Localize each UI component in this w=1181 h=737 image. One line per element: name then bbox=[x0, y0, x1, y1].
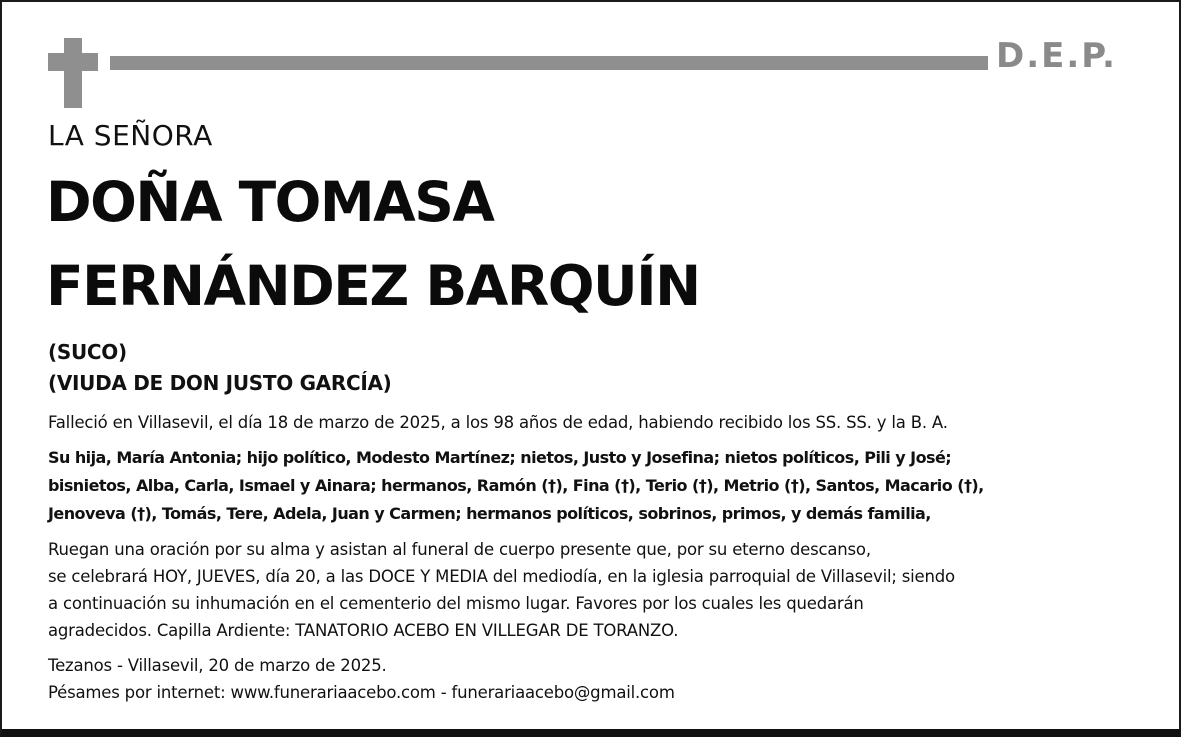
header-rule bbox=[110, 56, 988, 70]
widow-of: (VIUDA DE DON JUSTO GARCÍA) bbox=[48, 371, 392, 395]
nickname: (SUCO) bbox=[48, 340, 127, 364]
prayer-line: se celebrará HOY, JUEVES, día 20, a las DOCE Y MEDIA del mediodía, en la iglesia parroquial de Villasevil; siendo bbox=[48, 567, 955, 586]
deceased-name-line2: FERNÁNDEZ BARQUÍN bbox=[46, 254, 700, 318]
place-date: Tezanos - Villasevil, 20 de marzo de 2025. bbox=[48, 656, 387, 675]
family-line: bisnietos, Alba, Carla, Ismael y Ainara; hermanos, Ramón (†), Fina (†), Terio (†), Metrio (†), Santos, Macario (†), bbox=[48, 476, 984, 495]
condolences-contact: Pésames por internet: www.funerariaacebo.com - funerariaacebo@gmail.com bbox=[48, 683, 675, 702]
intro-title: LA SEÑORA bbox=[48, 119, 213, 152]
death-notice: Falleció en Villasevil, el día 18 de marzo de 2025, a los 98 años de edad, habiendo recibido los SS. SS. y la B. A. bbox=[48, 413, 948, 432]
prayer-line: a continuación su inhumación en el cementerio del mismo lugar. Favores por los cuales les quedarán bbox=[48, 594, 864, 613]
family-line: Su hija, María Antonia; hijo político, Modesto Martínez; nietos, Justo y Josefina; nietos políticos, Pili y José; bbox=[48, 448, 952, 467]
prayer-line: agradecidos. Capilla Ardiente: TANATORIO ACEBO EN VILLEGAR DE TORANZO. bbox=[48, 621, 679, 640]
cross-icon-arm bbox=[48, 53, 98, 71]
dep-label: D.E.P. bbox=[996, 36, 1117, 76]
deceased-name-line1: DOÑA TOMASA bbox=[46, 170, 494, 234]
family-line: Jenoveva (†), Tomás, Tere, Adela, Juan y Carmen; hermanos políticos, sobrinos, primos, y demás familia, bbox=[48, 504, 931, 523]
cross-icon bbox=[64, 38, 82, 108]
prayer-line: Ruegan una oración por su alma y asistan al funeral de cuerpo presente que, por su eterno descanso, bbox=[48, 540, 871, 559]
